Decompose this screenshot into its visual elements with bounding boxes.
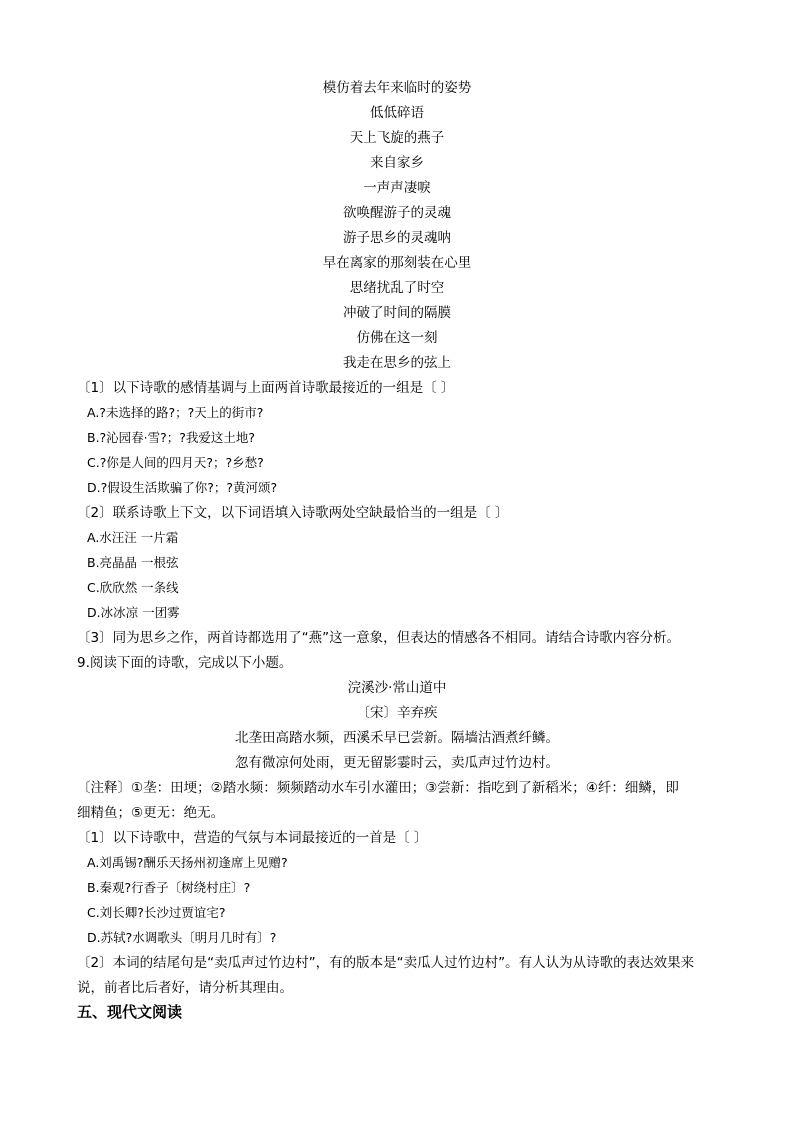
poem-line: 游子思乡的灵魂呐	[343, 230, 451, 246]
q9-notes-continued: 细精鱼；⑤更无：绝无。	[77, 805, 225, 821]
q9-sub1-option-b: B.秦观?行香子〔树绕村庄〕?	[87, 880, 251, 895]
q8-sub3-question: 〔3〕同为思乡之作，两首诗都选用了“燕”这一意象，但表达的情感各不相同。请结合诗歌内容分析。	[77, 630, 681, 646]
q8-sub2-option-a: A.水汪汪 一片霜	[87, 530, 179, 545]
poem-line: 天上飞旋的燕子	[349, 130, 445, 146]
q9-notes: 〔注释〕①垄：田埂；②踏水频：频频踏动水车引水灌田；③尝新：指吃到了新稻米；④纤：细鳞，即	[77, 780, 679, 796]
poem-line: 我走在思乡的弦上	[343, 355, 451, 371]
q9-sub2-question: 〔2〕本词的结尾句是“卖瓜声过竹边村”，有的版本是“卖瓜人过竹边村”。有人认为从诗歌的表达效果来	[77, 955, 695, 971]
poem-line: 低低碎语	[370, 105, 424, 121]
poem-line: 早在离家的那刻装在心里	[322, 255, 472, 271]
q9-intro: 9.阅读下面的诗歌，完成以下小题。	[77, 655, 293, 671]
q9-poem-verse: 北垄田高踏水频，西溪禾早已尝新。隔墙沽酒煮纤鳞。	[235, 730, 559, 746]
poem-line: 一声声凄唳	[363, 180, 431, 196]
q8-sub2-question: 〔2〕联系诗歌上下文，以下词语填入诗歌两处空缺最恰当的一组是〔 〕	[77, 505, 509, 521]
q8-sub1-question: 〔1〕以下诗歌的感情基调与上面两首诗歌最接近的一组是〔 〕	[77, 380, 455, 396]
poem-line: 来自家乡	[370, 155, 424, 171]
q9-sub1-option-c: C.刘长卿?长沙过贾谊宅?	[87, 905, 226, 920]
poem-line: 欲唤醒游子的灵魂	[343, 205, 451, 221]
q8-sub1-option-d: D.?假设生活欺骗了你?；?黄河颂?	[87, 480, 278, 495]
q8-sub2-option-d: D.冰冰凉 一团雾	[87, 605, 180, 620]
q9-poem-verse: 忽有微凉何处雨，更无留影霎时云，卖瓜声过竹边村。	[235, 755, 559, 771]
q9-sub1-question: 〔1〕以下诗歌中，营造的气氛与本词最接近的一首是〔 〕	[77, 830, 428, 846]
q8-sub1-option-a: A.?未选择的路?；?天上的街市?	[87, 405, 264, 420]
q8-sub1-option-b: B.?沁园春·雪?；?我爱这土地?	[87, 430, 256, 445]
q9-sub1-option-d: D.苏轼?水调歌头〔明月几时有〕?	[87, 930, 277, 945]
q9-sub1-option-a: A.刘禹锡?酬乐天扬州初逢席上见赠?	[87, 855, 288, 870]
section-heading: 五、现代文阅读	[77, 1003, 183, 1021]
q9-poem-title: 浣溪沙·常山道中	[347, 680, 447, 696]
poem-line: 模仿着去年来临时的姿势	[322, 80, 472, 96]
q9-poem-author: 〔宋〕辛弃疾	[356, 705, 438, 721]
q8-sub1-option-c: C.?你是人间的四月天?；?乡愁?	[87, 455, 264, 470]
poem-line: 仿佛在这一刻	[356, 330, 438, 346]
poem-line: 冲破了时间的隔膜	[343, 305, 451, 321]
poem-line: 思绪扰乱了时空	[349, 280, 445, 296]
q8-sub2-option-b: B.亮晶晶 一根弦	[87, 555, 179, 570]
q8-sub2-option-c: C.欣欣然 一条线	[87, 580, 179, 595]
q9-sub2-question-continued: 说，前者比后者好，请分析其理由。	[77, 980, 293, 996]
